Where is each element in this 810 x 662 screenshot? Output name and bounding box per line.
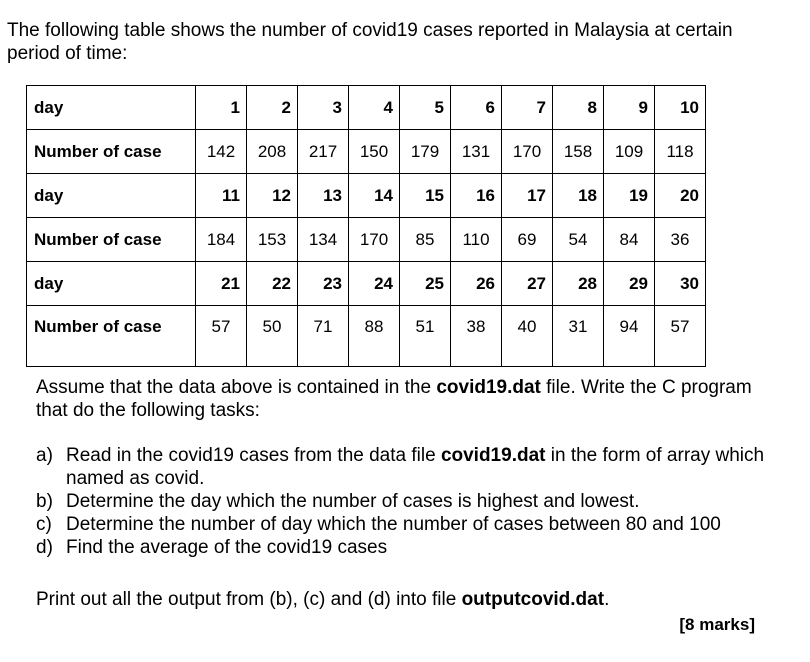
data-file-name: covid19.dat	[436, 377, 541, 398]
case-cell: 170	[349, 218, 400, 262]
case-cell: 142	[196, 130, 247, 174]
case-row-label: Number of case	[27, 218, 196, 262]
task-text-end: in the form of array which named as covid.	[66, 445, 765, 489]
day-cell: 15	[400, 174, 451, 218]
day-cell: 13	[298, 174, 349, 218]
day-cell: 10	[655, 86, 706, 130]
task-text: Read in the covid19 cases from the data file	[66, 445, 441, 466]
case-cell: 57	[196, 306, 247, 367]
covid-cases-table	[26, 85, 706, 367]
task-item	[36, 490, 776, 513]
task-item	[36, 513, 776, 536]
case-cell: 31	[553, 306, 604, 367]
case-row-label: Number of case	[27, 130, 196, 174]
day-row-label: day	[27, 262, 196, 306]
day-cell: 1	[196, 86, 247, 130]
case-cell: 57	[655, 306, 706, 367]
assume-paragraph: Assume that the data above is contained in the covid19.dat file. Write the C program that do the following tasks:	[36, 377, 752, 421]
case-cell: 170	[502, 130, 553, 174]
case-cell: 110	[451, 218, 502, 262]
case-row	[27, 306, 706, 367]
task-marker: a)	[36, 445, 53, 466]
print-paragraph: Print out all the output from (b), (c) and (d) into file outputcovid.dat.	[36, 589, 610, 610]
marks-label: [8 marks]	[679, 615, 755, 634]
case-cell: 88	[349, 306, 400, 367]
case-cell: 94	[604, 306, 655, 367]
task-marker: b)	[36, 491, 53, 512]
task-item	[36, 444, 776, 490]
task-marker: c)	[36, 514, 52, 535]
day-cell: 7	[502, 86, 553, 130]
day-cell: 21	[196, 262, 247, 306]
day-cell: 19	[604, 174, 655, 218]
day-cell: 24	[349, 262, 400, 306]
case-cell: 51	[400, 306, 451, 367]
output-file-name: outputcovid.dat	[461, 589, 605, 610]
case-row	[27, 130, 706, 174]
case-cell: 109	[604, 130, 655, 174]
case-cell: 150	[349, 130, 400, 174]
case-cell: 179	[400, 130, 451, 174]
day-cell: 29	[604, 262, 655, 306]
case-cell: 38	[451, 306, 502, 367]
task-text: Determine the number of day which the number of cases between 80 and 100	[66, 514, 721, 535]
task-item	[36, 536, 776, 559]
day-cell: 25	[400, 262, 451, 306]
day-cell: 8	[553, 86, 604, 130]
case-cell: 184	[196, 218, 247, 262]
case-cell: 217	[298, 130, 349, 174]
task-text: Find the average of the covid19 cases	[66, 537, 388, 558]
case-cell: 71	[298, 306, 349, 367]
day-cell: 17	[502, 174, 553, 218]
case-cell: 85	[400, 218, 451, 262]
case-row	[27, 218, 706, 262]
day-row	[27, 262, 706, 306]
case-cell: 153	[247, 218, 298, 262]
day-cell: 20	[655, 174, 706, 218]
case-cell: 69	[502, 218, 553, 262]
task-file-name: covid19.dat	[440, 445, 546, 466]
intro-paragraph: The following table shows the number of covid19 cases reported in Malaysia at certain period of time:	[7, 20, 733, 64]
case-cell: 36	[655, 218, 706, 262]
case-cell: 118	[655, 130, 706, 174]
day-cell: 18	[553, 174, 604, 218]
day-row-label: day	[27, 174, 196, 218]
day-cell: 6	[451, 86, 502, 130]
case-cell: 158	[553, 130, 604, 174]
case-cell: 134	[298, 218, 349, 262]
day-cell: 22	[247, 262, 298, 306]
case-cell: 131	[451, 130, 502, 174]
day-row	[27, 86, 706, 130]
case-cell: 50	[247, 306, 298, 367]
task-text: Determine the day which the number of cases is highest and lowest.	[66, 491, 640, 512]
day-cell: 3	[298, 86, 349, 130]
day-cell: 30	[655, 262, 706, 306]
day-cell: 2	[247, 86, 298, 130]
day-cell: 12	[247, 174, 298, 218]
day-cell: 14	[349, 174, 400, 218]
day-cell: 5	[400, 86, 451, 130]
task-list	[36, 444, 776, 559]
day-cell: 27	[502, 262, 553, 306]
day-cell: 26	[451, 262, 502, 306]
day-cell: 28	[553, 262, 604, 306]
case-cell: 54	[553, 218, 604, 262]
day-cell: 16	[451, 174, 502, 218]
day-row-label: day	[27, 86, 196, 130]
case-cell: 208	[247, 130, 298, 174]
case-cell: 40	[502, 306, 553, 367]
day-cell: 4	[349, 86, 400, 130]
day-cell: 9	[604, 86, 655, 130]
task-marker: d)	[36, 537, 53, 558]
day-row	[27, 174, 706, 218]
case-row-label: Number of case	[27, 306, 196, 367]
case-cell: 84	[604, 218, 655, 262]
day-cell: 11	[196, 174, 247, 218]
day-cell: 23	[298, 262, 349, 306]
